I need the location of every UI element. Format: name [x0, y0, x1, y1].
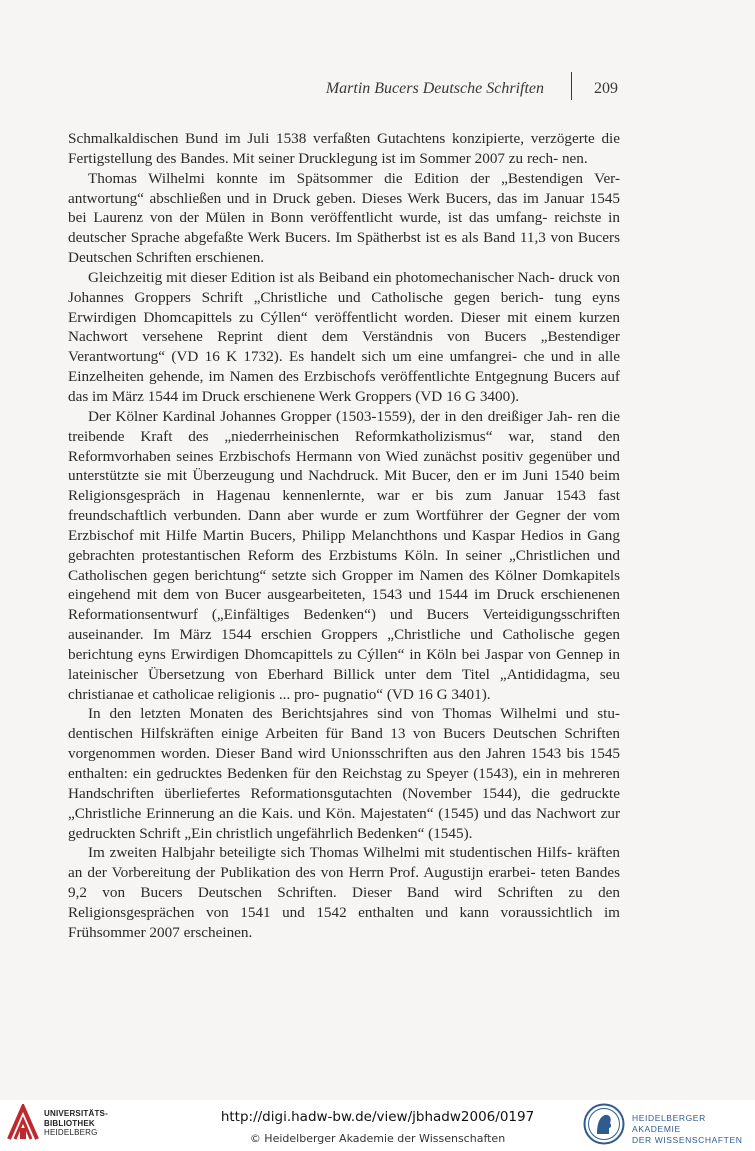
text-line: antwortung“ abschließen und in Druck geben. Dieses Werk Bucers, das im Januar: [68, 189, 585, 207]
text-line: und unterstützte sie mit Überzeugung und Nachdruck. Mit Bucer, den er im Juni: [68, 447, 620, 485]
paragraph: [68, 169, 620, 268]
text-line: 1545 enthalten: ein gedrucktes Bedenken für den Reichstag zu Speyer (1543), ein in: [68, 745, 620, 782]
library-name-line: HEIDELBERG: [44, 1128, 98, 1137]
text-line: vorgenommen worden. Dieser Band wird Unionsschriften aus den Jahren 1543 bis: [68, 745, 585, 763]
text-line: teten Bandes 9,2 von Bucers Deutschen Schriften. Dieser Band wird Schriften zu: [68, 864, 620, 902]
paragraph: [68, 407, 620, 705]
text-line: tung eyns Erwirdigen Dhomcapittels zu Cýllen“ veröffentlicht worden. Dieser mit: [68, 288, 621, 326]
library-name-line: BIBLIOTHEK: [44, 1118, 95, 1128]
running-title: Martin Bucers Deutsche Schriften: [325, 80, 544, 97]
copyright-notice: © Heidelberger Akademie der Wissenschaften: [249, 1132, 506, 1145]
text-line: des Kölner Domkapitels eingehend mit dem von Bucer ausgearbeiteten, 1543 und: [68, 566, 621, 604]
text-line: 1544 im Druck erschienenen Reformationsentwurf („Einfältiges Bedenken“) und: [68, 586, 620, 624]
text-line: Der Kölner Kardinal Johannes Gropper (1503-1559), der in den dreißiger Jah-: [88, 407, 573, 425]
text-line: In den letzten Monaten des Berichtsjahres sind von Thomas Wilhelmi und stu-: [88, 705, 620, 723]
text-line: fast freundschaftlich verbunden. Dann aber wurde er zum Wortführer der Gegner der: [68, 487, 620, 525]
viewer-footer: [0, 1100, 755, 1151]
text-line: Entgegnung Bucers auf das im März 1544 im Druck erschienene Werk Groppers: [68, 368, 620, 405]
text-line: pugnatio“ (VD 16 G 3401).: [323, 685, 491, 703]
text-line: kräften an der Vorbereitung der Publikation des von Herrn Prof. Augustijn erarbei-: [68, 844, 620, 882]
text-line: vom Erzbischof mit Hilfe Martin Bucers, Philipp Melanchthons und Kaspar Hedios: [68, 507, 620, 544]
text-line: 1540 beim Religionsgespräch in Hagenau kennenlernte, war er bis zum Januar 1543: [68, 467, 620, 505]
text-line: Im zweiten Halbjahr beteiligte sich Thomas Wilhelmi mit studentischen Hilfs-: [88, 844, 573, 862]
text-line: Gleichzeitig mit dieser Edition ist als Beiband ein photomechanischer Nach-: [88, 268, 555, 286]
library-name-line: UNIVERSITÄTS-: [44, 1109, 108, 1118]
text-line: Schmalkaldischen Bund im Juli 1538 verfaßten Gutachtens konzipierte, verzögerte: [68, 130, 595, 147]
page-number: 209: [594, 80, 618, 97]
text-line: nen.: [561, 149, 588, 167]
text-line: mehreren Handschriften überliefertes Reformationsgutachten (November 1544), die: [68, 765, 621, 802]
text-line: „Bestendiger Verantwortung“ (VD 16 K 1732). Es handelt sich um eine umfangrei-: [68, 328, 620, 366]
text-line: 11,3 von Bucers Deutschen Schriften erschienen.: [68, 229, 620, 267]
body-text: [68, 129, 620, 943]
text-line: einem kurzen Nachwort versehene Reprint dient dem Verständnis von Bucers: [68, 308, 621, 346]
text-line: Thomas Wilhelmi konnte im Spätsommer die Edition der „Bestendigen Ver-: [88, 169, 620, 187]
text-line: Bucers Verteidigungsschriften auseinander. Im März 1544 erschien Groppers: [68, 606, 620, 644]
text-line: druck von Johannes Groppers Schrift „Christliche und Catholische gegen berich-: [68, 268, 620, 306]
text-line: Cýllen“ in Köln bei Jaspar von Gennep in lateinischer Übersetzung von Eberhard: [68, 645, 621, 683]
text-line: ren die treibende Kraft des „niederrheinischen Reformkatholizismus“ war, stand den: [68, 407, 620, 445]
text-line: (VD 16 G 3400).: [415, 387, 520, 405]
permalink-url[interactable]: http://digi.hadw-bw.de/view/jbhadw2006/0197: [220, 1109, 535, 1125]
text-line: „Christliche und Catholische gegen berichtung eyns Erwirdigen Dhomcapittels zu: [68, 626, 621, 663]
page-header: [0, 78, 755, 102]
paragraph: [68, 843, 620, 942]
text-line: gedruckte „Christliche Erinnerung an die Kais. und Kön. Majestaten“ (1545) und das: [68, 784, 621, 822]
text-line: in Gang gebrachten protestantischen Reform des Erzbistums Köln. In seiner: [68, 526, 620, 564]
academy-name: [632, 1113, 755, 1146]
text-line: die Fertigstellung des Bandes. Mit seiner Drucklegung ist im Sommer 2007 zu rech-: [68, 130, 621, 167]
text-line: dentischen Hilfskräften einige Arbeiten für Band 13 von Bucers Deutschen Schriften: [68, 725, 620, 743]
paragraph: [68, 268, 620, 407]
academy-name-line: HEIDELBERGER AKADEMIE: [632, 1113, 706, 1134]
text-line: Frühsommer 2007 erscheinen.: [68, 923, 253, 941]
text-line: reichste in deutscher Sprache abgefaßte Werk Bucers. Im Spätherbst ist es als Band: [68, 209, 620, 247]
text-line: Nachwort zur gedruckten Schrift „Ein christlich ungefährlich Bedenken“ (1545).: [68, 804, 621, 842]
academy-name-line: DER WISSENSCHAFTEN: [632, 1135, 743, 1145]
academy-seal-icon: [583, 1103, 625, 1145]
header-divider: [571, 72, 572, 100]
paragraph: [68, 704, 620, 843]
paragraph: [68, 129, 620, 169]
text-line: „Christlichen und Catholischen gegen berichtung“ setzte sich Gropper im Namen: [68, 546, 620, 584]
text-line: 1545 bei Laurenz von der Mülen in Bonn veröffentlicht wurde, ist das umfang-: [68, 189, 621, 227]
text-line: den Religionsgesprächen von 1541 und 1542 enthalten und kann voraussichtlich im: [68, 884, 620, 921]
text-line: che und in alle Einzelheiten gehende, im Namen des Erzbischofs veröffentlichte: [68, 348, 621, 386]
text-line: Billick unter dem Titel „Antididagma, seu christianae et catholicae religionis ... pro-: [68, 665, 621, 703]
text-line: Reformvorhaben seines Erzbischofs Hermann von Wied zunächst positiv gegenüber: [68, 447, 592, 465]
